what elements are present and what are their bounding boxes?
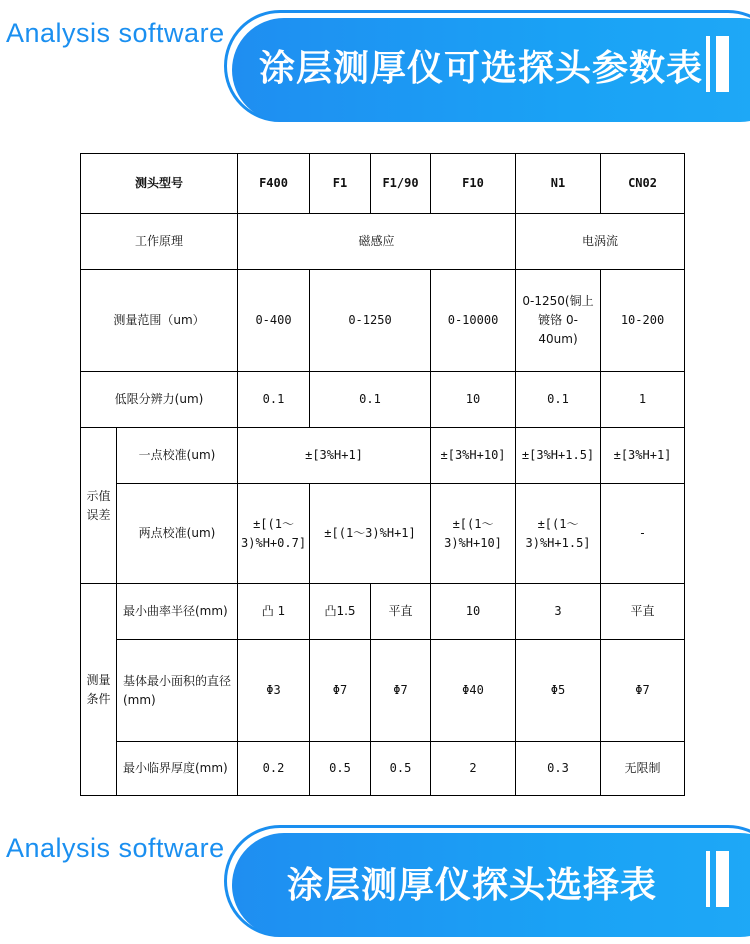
two-point-n1: ±[(1～3)%H+1.5] xyxy=(516,484,601,584)
label-principle: 工作原理 xyxy=(81,214,238,270)
header-model-f10: F10 xyxy=(431,154,516,214)
table-row-one-point xyxy=(81,428,685,484)
label-curvature: 最小曲率半径(mm) xyxy=(117,584,238,640)
resolution-n1: 0.1 xyxy=(516,372,601,428)
double-bar-icon xyxy=(706,851,730,907)
curvature-f10: 10 xyxy=(431,584,516,640)
table-row-principle xyxy=(81,214,685,270)
table-row-range xyxy=(81,270,685,372)
top-banner xyxy=(0,0,750,126)
thickness-f1: 0.5 xyxy=(310,742,371,796)
two-point-f400: ±[(1～3)%H+0.7] xyxy=(238,484,310,584)
principle-magnetic: 磁感应 xyxy=(238,214,516,270)
table-row-curvature xyxy=(81,584,685,640)
area-f10: Φ40 xyxy=(431,640,516,742)
header-model-cn02: CN02 xyxy=(601,154,685,214)
page-title: 涂层测厚仪可选探头参数表 xyxy=(258,48,703,89)
bottom-banner xyxy=(0,815,750,941)
header-probe-model: 测头型号 xyxy=(81,154,238,214)
range-f400: 0-400 xyxy=(238,270,310,372)
thickness-n1: 0.3 xyxy=(516,742,601,796)
label-range: 测量范围（um） xyxy=(81,270,238,372)
label-thickness: 最小临界厚度(mm) xyxy=(117,742,238,796)
group-conditions: 测量条件 xyxy=(81,584,117,796)
group-error: 示值误差 xyxy=(81,428,117,584)
area-f190: Φ7 xyxy=(371,640,431,742)
table-row-thickness xyxy=(81,742,685,796)
area-f400: Φ3 xyxy=(238,640,310,742)
label-one-point: 一点校准(um) xyxy=(117,428,238,484)
thickness-f400: 0.2 xyxy=(238,742,310,796)
resolution-f1: 0.1 xyxy=(310,372,431,428)
one-point-cn02: ±[3%H+1] xyxy=(601,428,685,484)
one-point-n1: ±[3%H+1.5] xyxy=(516,428,601,484)
probe-parameter-table xyxy=(80,153,685,796)
area-n1: Φ5 xyxy=(516,640,601,742)
label-resolution: 低限分辨力(um) xyxy=(81,372,238,428)
brand-watermark: Analysis software xyxy=(6,833,225,863)
label-two-point: 两点校准(um) xyxy=(117,484,238,584)
double-bar-icon xyxy=(706,36,730,92)
curvature-n1: 3 xyxy=(516,584,601,640)
table-row-resolution xyxy=(81,372,685,428)
principle-eddy: 电涡流 xyxy=(516,214,685,270)
table-row-area xyxy=(81,640,685,742)
thickness-cn02: 无限制 xyxy=(601,742,685,796)
range-f1: 0-1250 xyxy=(310,270,431,372)
header-model-f190: F1/90 xyxy=(371,154,431,214)
thickness-f190: 0.5 xyxy=(371,742,431,796)
range-n1: 0-1250(铜上镀铬 0-40um) xyxy=(516,270,601,372)
curvature-f190: 平直 xyxy=(371,584,431,640)
label-area: 基体最小面积的直径(mm) xyxy=(117,640,238,742)
one-point-f10: ±[3%H+10] xyxy=(431,428,516,484)
thickness-f10: 2 xyxy=(431,742,516,796)
area-f1: Φ7 xyxy=(310,640,371,742)
table-row-models xyxy=(81,154,685,214)
two-point-f10: ±[(1～3)%H+10] xyxy=(431,484,516,584)
area-cn02: Φ7 xyxy=(601,640,685,742)
header-model-f1: F1 xyxy=(310,154,371,214)
range-f10: 0-10000 xyxy=(431,270,516,372)
two-point-cn02: - xyxy=(601,484,685,584)
header-model-n1: N1 xyxy=(516,154,601,214)
header-model-f400: F400 xyxy=(238,154,310,214)
resolution-f10: 10 xyxy=(431,372,516,428)
two-point-f1: ±[(1～3)%H+1] xyxy=(310,484,431,584)
curvature-f400: 凸 1 xyxy=(238,584,310,640)
curvature-cn02: 平直 xyxy=(601,584,685,640)
curvature-f1: 凸1.5 xyxy=(310,584,371,640)
range-cn02: 10-200 xyxy=(601,270,685,372)
section-title: 涂层测厚仪探头选择表 xyxy=(286,865,657,906)
resolution-cn02: 1 xyxy=(601,372,685,428)
one-point-f400-f1: ±[3%H+1] xyxy=(238,428,431,484)
resolution-f400: 0.1 xyxy=(238,372,310,428)
brand-watermark: Analysis software xyxy=(6,18,225,48)
table-row-two-point xyxy=(81,484,685,584)
